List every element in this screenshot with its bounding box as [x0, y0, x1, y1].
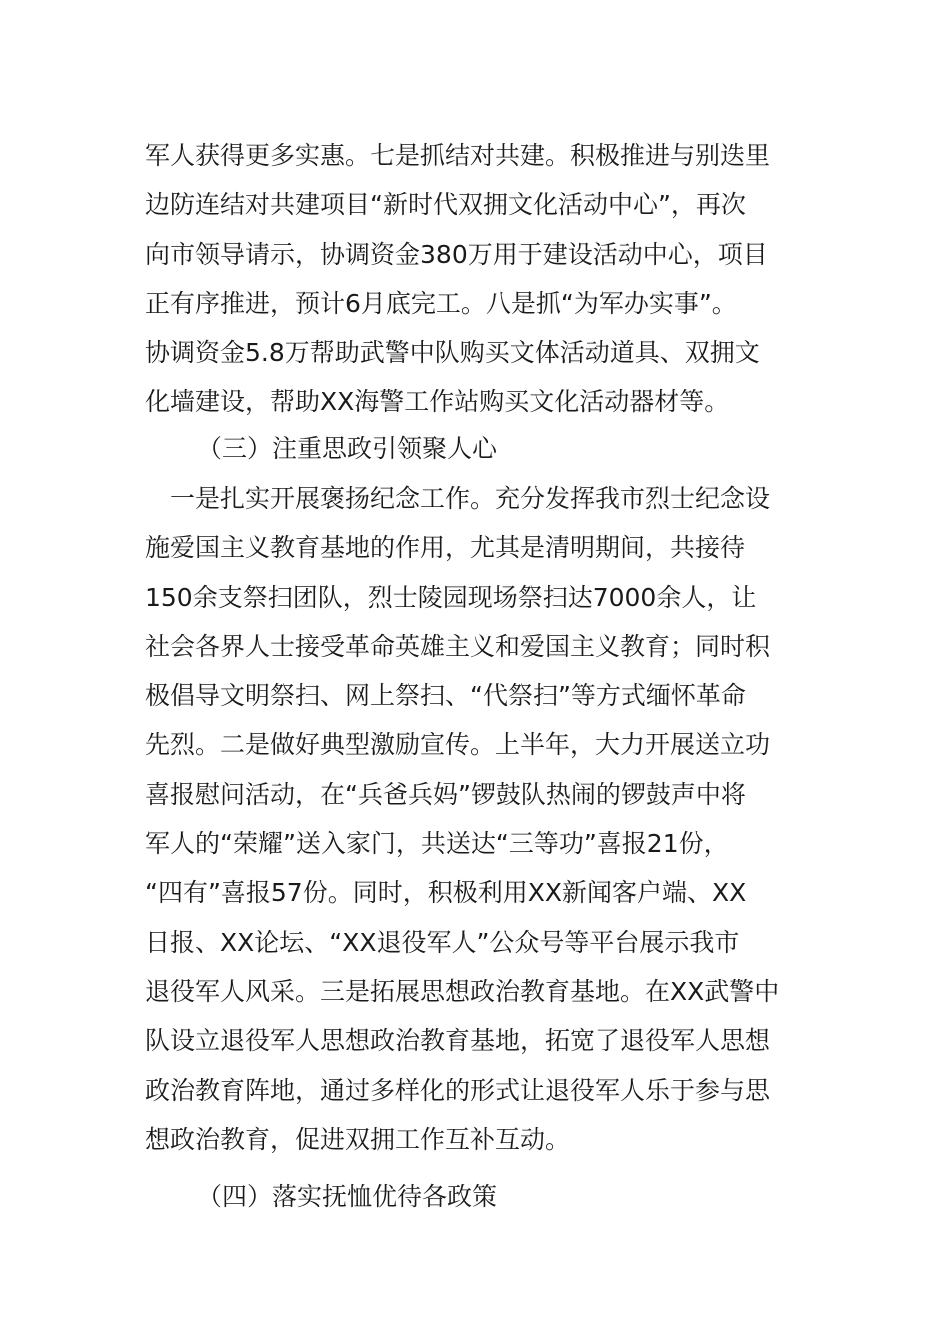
text-line: 队设立退役军人思想政治教育基地，拓宽了退役军人思想: [145, 1026, 771, 1056]
text-line: 边防连结对共建项目“新时代双拥文化活动中心”，再次: [145, 190, 746, 220]
text-line: 喜报慰问活动，在“兵爸兵妈”锣鼓队热闹的锣鼓声中将: [145, 779, 746, 809]
text-line: 极倡导文明祭扫、网上祭扫、“代祭扫”等方式缅怀革命: [145, 681, 746, 711]
text-line: 军人的“荣耀”送入家门，共送达“三等功”喜报21份，: [145, 829, 729, 859]
text-line: 正有序推进，预计6月底完工。八是抓“为军办实事”。: [145, 288, 737, 318]
text-line: 想政治教育，促进双拥工作互补互动。: [145, 1124, 571, 1154]
text-line: 日报、XX论坛、“XX退役军人”公众号等平台展示我市: [145, 927, 740, 957]
paragraph-continuation: [145, 131, 811, 427]
text-line: 化墙建设，帮助XX海警工作站购买文化活动器材等。: [145, 387, 730, 417]
text-line: 退役军人风采。三是拓展思想政治教育基地。在XX武警中: [145, 976, 780, 1006]
text-line: “四有”喜报57份。同时，积极利用XX新闻客户端、XX: [145, 878, 747, 908]
section-heading-3: （三）注重思政引领聚人心: [197, 434, 498, 463]
text-line: 向市领导请示，协调资金380万用于建设活动中心，项目: [145, 239, 768, 269]
text-line: 先烈。二是做好典型激励宣传。上半年，大力开展送立功: [145, 730, 771, 760]
text-line: 施爱国主义教育基地的作用，尤其是清明期间，共接待: [145, 533, 746, 563]
text-line: 军人获得更多实惠。七是抓结对共建。积极推进与别迭里: [145, 141, 771, 170]
text-line: 社会各界人士接受革命英雄主义和爱国主义教育；同时积: [145, 631, 771, 661]
text-line: 150余支祭扫团队，烈士陵园现场祭扫达7000余人，让: [145, 582, 757, 612]
text-line: 协调资金5.8万帮助武警中队购买文体活动道具、双拥文: [145, 338, 760, 368]
paragraph-ideology: [145, 474, 811, 1164]
text-line: 政治教育阵地，通过多样化的形式让退役军人乐于参与思: [145, 1075, 771, 1105]
text-line: 一是扎实开展褒扬纪念工作。充分发挥我市烈士纪念设: [145, 484, 771, 513]
section-heading-4: （四）落实抚恤优待各政策: [197, 1182, 498, 1211]
